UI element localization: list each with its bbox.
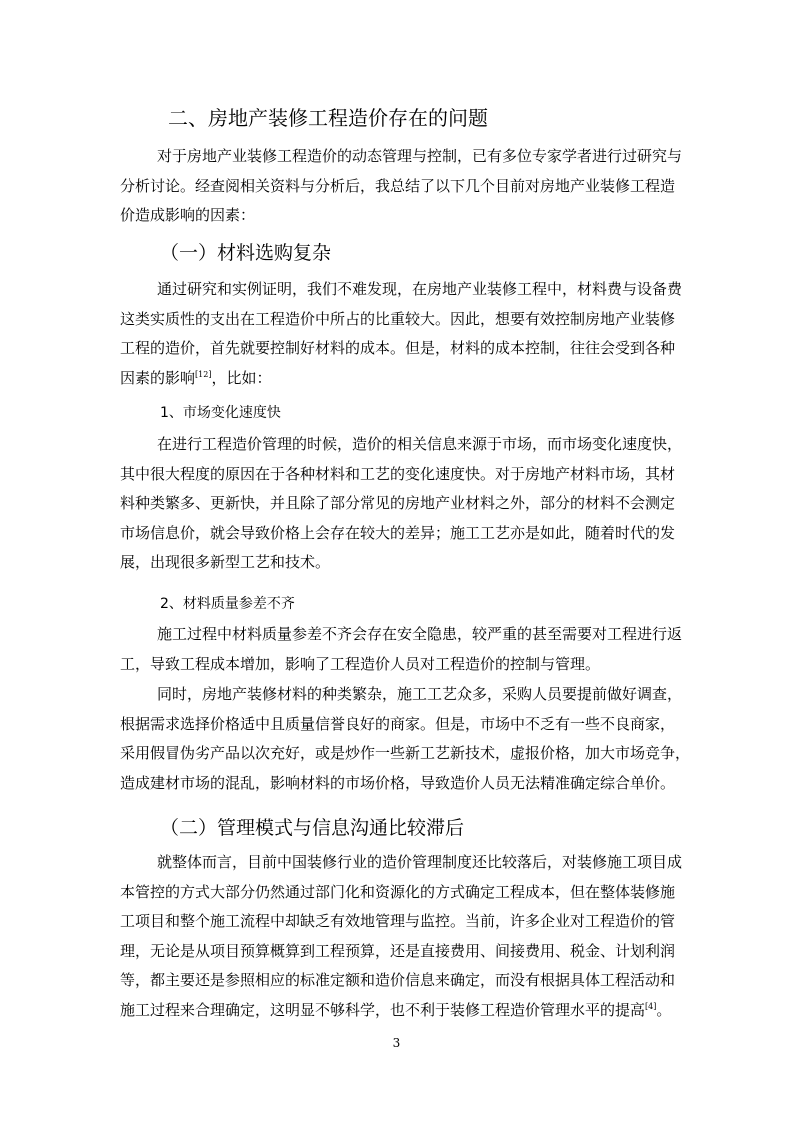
management-paragraph — [120, 848, 720, 1025]
text-fragment: ，比如： — [211, 368, 272, 387]
text-line: 工项目和整个施工流程中却缺乏有效地管理与监控。当前，许多企业对工程造价的管 — [120, 912, 676, 930]
text-line: 施工过程中材料质量参差不齐会存在安全隐患，较严重的甚至需要对工程进行返 — [157, 625, 683, 643]
text-line: 分析讨论。经查阅相关资料与分析后，我总结了以下几个目前对房地产业装修工程造 — [120, 176, 676, 195]
text-line: 等，都主要还是参照相应的标准定额和造价信息来确定，而没有根据具体工程活动和 — [120, 971, 676, 989]
procurement-paragraph — [120, 680, 720, 798]
text-line: 其中很大程度的原因在于各种材料和工艺的变化速度快。对于房地产材料市场，其材 — [120, 464, 676, 483]
materials-paragraph — [120, 275, 720, 393]
text-line: 市场信息价，就会导致价格上会存在较大的差异；施工工艺亦是如此，随着时代的发 — [120, 523, 676, 542]
text-fragment: 因素的影响 — [120, 368, 196, 387]
text-line: 本管控的方式大部分仍然通过部门化和资源化的方式确定工程成本，但在整体装修施 — [120, 882, 676, 901]
intro-paragraph — [120, 142, 720, 231]
point-heading-market-change: 1、市场变化速度快 — [160, 405, 281, 421]
text-line: 展，出现很多新型工艺和技术。 — [120, 553, 331, 571]
text-line: 根据需求选择价格适中且质量信誉良好的商家。但是，市场中不乏有一些不良商家， — [120, 714, 676, 733]
text-line: 对于房地产业装修工程造价的动态管理与控制，已有多位专家学者进行过研究与 — [157, 147, 683, 165]
market-change-paragraph — [120, 430, 720, 578]
text-fragment: 。 — [656, 1000, 672, 1019]
text-line: 价造成影响的因素： — [120, 206, 256, 224]
citation-ref: [12] — [195, 369, 212, 379]
text-line: 理，无论是从项目预算概算到工程预算，还是直接费用、间接费用、税金、计划利润 — [120, 941, 676, 960]
point-heading-material-quality: 2、材料质量参差不齐 — [160, 596, 295, 612]
text-line: 同时，房地产装修材料的种类繁杂，施工工艺众多，采购人员要提前做好调查， — [157, 685, 683, 703]
text-line — [120, 996, 720, 1026]
text-line: 在进行工程造价管理的时候，造价的相关信息来源于市场，而市场变化速度快， — [157, 435, 683, 453]
text-line: 料种类繁多、更新快，并且除了部分常见的房地产业材料之外，部分的材料不会测定 — [120, 494, 676, 512]
citation-ref: [4] — [645, 1001, 657, 1011]
text-line: 就整体而言，目前中国装修行业的造价管理制度还比较落后，对装修施工项目成 — [157, 853, 683, 871]
text-line: 这类实质性的支出在工程造价中所占的比重较大。因此，想要有效控制房地产业装修 — [120, 309, 676, 328]
text-line — [120, 364, 720, 394]
text-line: 造成建材市场的混乱，影响材料的市场价格，导致造价人员无法精准确定综合单价。 — [120, 773, 676, 792]
subsection-heading-management: （二）管理模式与信息沟通比较滞后 — [160, 817, 465, 839]
text-line: 工，导致工程成本增加，影响了工程造价人员对工程造价的控制与管理。 — [120, 654, 601, 673]
text-line: 工程的造价，首先就要控制好材料的成本。但是，材料的成本控制，往往会受到各种 — [120, 339, 676, 357]
section-heading: 二、房地产装修工程造价存在的问题 — [168, 106, 488, 130]
page-number: 3 — [392, 1036, 401, 1050]
text-line: 通过研究和实例证明，我们不难发现，在房地产业装修工程中，材料费与设备费 — [157, 280, 683, 298]
subsection-heading-materials: （一）材料选购复杂 — [160, 242, 332, 264]
material-quality-paragraph — [120, 620, 720, 679]
text-fragment: 施工过程来合理确定，这明显不够科学，也不利于装修工程造价管理水平的提高 — [120, 1000, 646, 1019]
text-line: 采用假冒伪劣产品以次充好，或是炒作一些新工艺新技术，虚报价格，加大市场竞争， — [120, 744, 691, 762]
